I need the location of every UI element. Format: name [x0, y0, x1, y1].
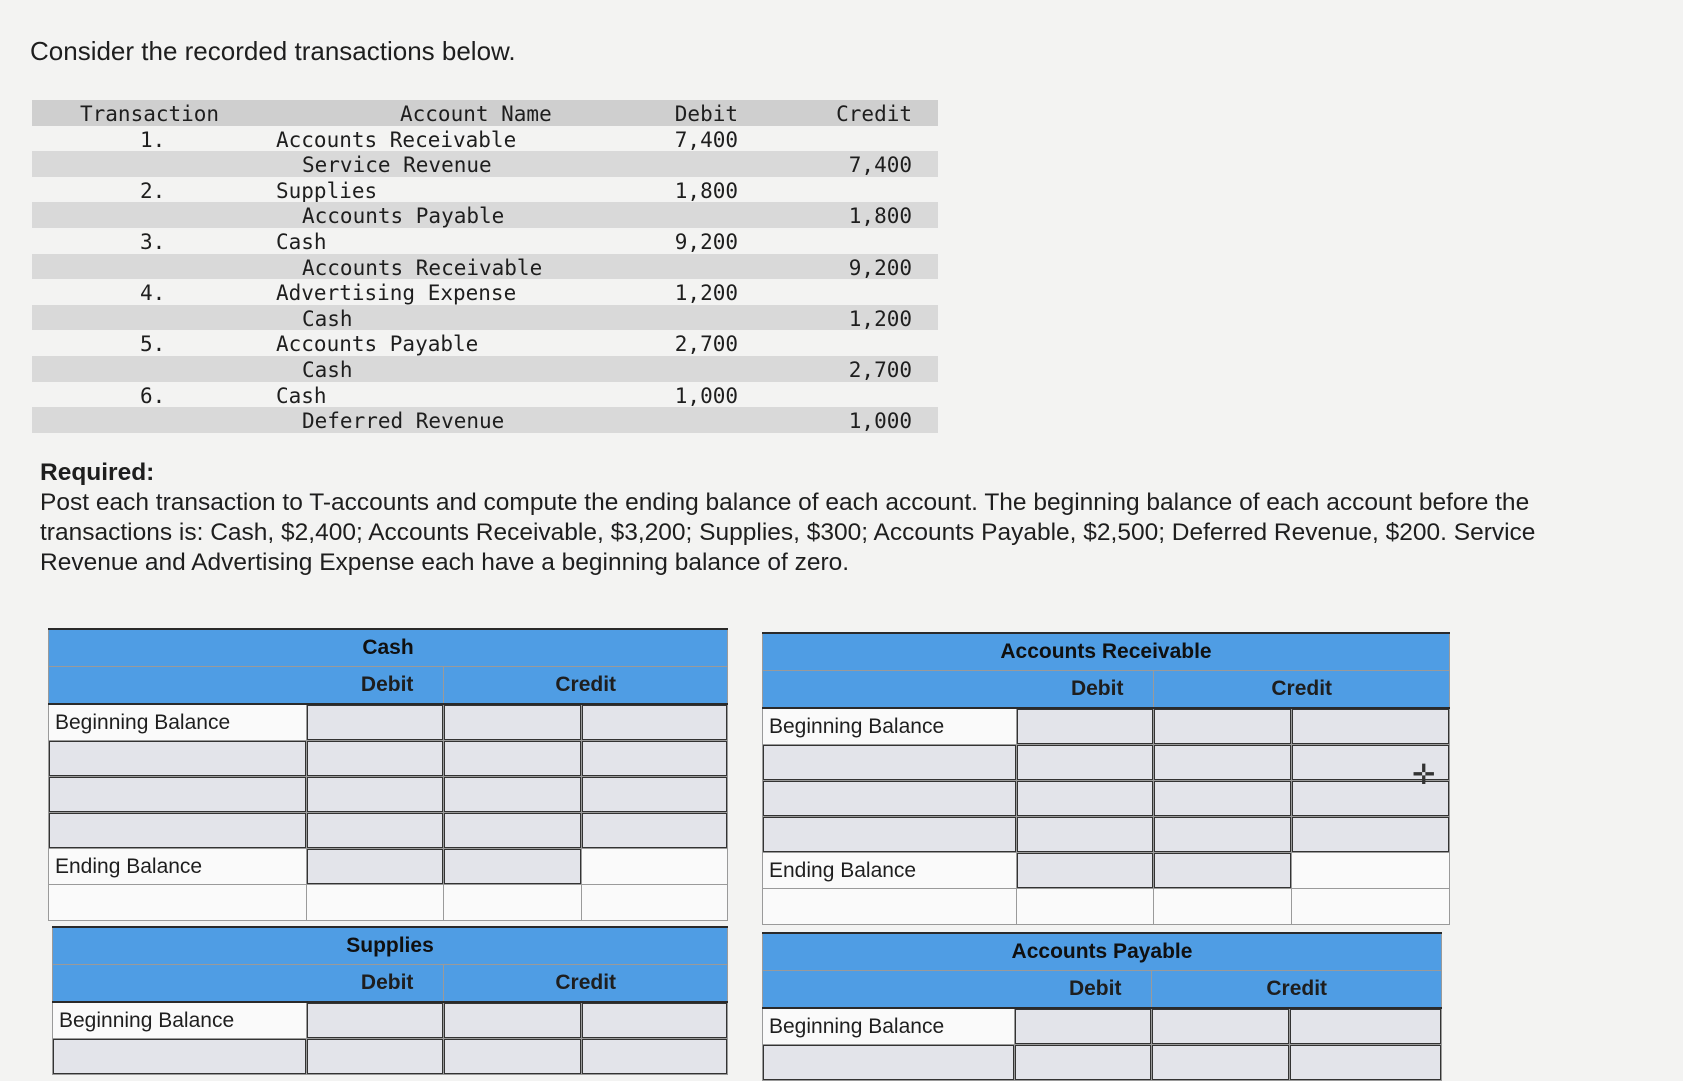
journal-row [32, 305, 938, 331]
journal-row [32, 382, 938, 408]
transaction-number: 6. [140, 383, 166, 408]
cash-credit-amount-input[interactable] [582, 705, 727, 740]
debit-amount: 9,200 [674, 229, 738, 254]
ap-credit-amount-input[interactable] [1290, 1009, 1441, 1044]
beginning-balance-label: Beginning Balance [49, 704, 307, 741]
cash-debit-label-input[interactable] [49, 777, 306, 812]
transaction-number: 5. [140, 332, 166, 357]
journal-row [32, 151, 938, 177]
cash-debit-amount-input[interactable] [307, 741, 444, 776]
intro-text: Consider the recorded transactions below. [30, 36, 516, 66]
ar-credit-amount-input[interactable] [1292, 817, 1449, 852]
beginning-balance-debit-input[interactable] [1015, 1009, 1152, 1044]
journal-table [32, 100, 938, 433]
account-name: Service Revenue [302, 153, 492, 178]
accounts-receivable-t-account [762, 632, 1450, 925]
journal-row [32, 356, 938, 382]
beginning-balance-label: Beginning Balance [763, 708, 1017, 745]
supplies-t-account [52, 926, 728, 1075]
supplies-debit-label-input[interactable] [53, 1039, 306, 1074]
journal-row [32, 202, 938, 228]
ap-credit-label-input[interactable] [1152, 1045, 1289, 1080]
beginning-balance-label: Beginning Balance [53, 1002, 307, 1039]
credit-amount: 1,800 [848, 204, 912, 229]
cash-debit-label-input[interactable] [49, 813, 306, 848]
cash-credit-label-input[interactable] [444, 777, 581, 812]
ap-debit-label-input[interactable] [763, 1045, 1014, 1080]
move-cursor-icon: ✛ [1412, 759, 1436, 790]
ending-balance-label: Ending Balance [49, 849, 307, 885]
ar-credit-label-input[interactable] [1154, 817, 1291, 852]
credit-column-header: Credit [444, 965, 728, 1003]
supplies-account-title: Supplies [53, 927, 728, 965]
credit-amount: 2,700 [848, 357, 912, 382]
debit-column-header: Debit [53, 965, 444, 1003]
cash-debit-amount-input[interactable] [307, 777, 444, 812]
cash-credit-label-input[interactable] [444, 741, 581, 776]
cash-account-title: Cash [49, 629, 728, 667]
required-section [40, 458, 1620, 578]
journal-row [32, 228, 938, 254]
supplies-credit-label-input[interactable] [444, 1039, 581, 1074]
ar-debit-amount-input[interactable] [1017, 817, 1154, 852]
supplies-credit-amount-input[interactable] [582, 1039, 727, 1074]
journal-row [32, 330, 938, 356]
journal-row [32, 407, 938, 433]
account-name: Advertising Expense [276, 281, 517, 306]
ap-credit-amount-input[interactable] [1290, 1045, 1441, 1080]
ar-debit-amount-input[interactable] [1017, 781, 1154, 816]
journal-row [32, 254, 938, 280]
journal-header-row [32, 100, 938, 126]
credit-amount: 1,000 [848, 409, 912, 434]
debit-header: Debit [674, 102, 738, 126]
beginning-balance-label: Beginning Balance [763, 1008, 1015, 1045]
ar-debit-amount-input[interactable] [1017, 745, 1154, 780]
cash-credit-input[interactable] [444, 705, 581, 740]
accounts-payable-title: Accounts Payable [763, 933, 1442, 971]
account-name: Supplies [276, 178, 378, 203]
cash-t-account [48, 628, 728, 921]
journal-row [32, 126, 938, 152]
transaction-header: Transaction [80, 102, 220, 126]
ar-debit-label-input[interactable] [763, 781, 1016, 816]
debit-column-header: Debit [763, 971, 1152, 1009]
required-title: Required: [40, 459, 155, 486]
ending-balance-credit-input[interactable] [444, 849, 581, 884]
supplies-credit-label-input[interactable] [444, 1003, 581, 1038]
cash-credit-amount-input[interactable] [582, 777, 727, 812]
credit-column-header: Credit [444, 667, 728, 705]
account-name: Cash [276, 383, 327, 408]
account-name: Accounts Receivable [276, 127, 517, 152]
transaction-number: 4. [140, 281, 166, 306]
debit-column-header: Debit [763, 671, 1154, 709]
cash-credit-amount-input[interactable] [582, 813, 727, 848]
journal-row [32, 177, 938, 203]
debit-column-header: Debit [49, 667, 444, 705]
debit-amount: 7,400 [674, 127, 738, 152]
debit-amount: 1,200 [674, 281, 738, 306]
beginning-balance-debit-input[interactable] [307, 705, 444, 740]
credit-column-header: Credit [1154, 671, 1450, 709]
account-name: Accounts Receivable [302, 255, 543, 280]
accounts-receivable-title: Accounts Receivable [763, 633, 1450, 671]
credit-amount: 9,200 [848, 255, 912, 280]
supplies-credit-amount-input[interactable] [582, 1003, 727, 1038]
ending-balance-label: Ending Balance [763, 853, 1017, 889]
account-name: Deferred Revenue [302, 409, 505, 434]
ap-credit-label-input[interactable] [1152, 1009, 1289, 1044]
account-name: Cash [302, 306, 353, 331]
supplies-debit-amount-input[interactable] [307, 1039, 444, 1074]
debit-amount: 1,000 [674, 383, 738, 408]
account-name: Accounts Payable [276, 332, 479, 357]
beginning-balance-debit-input[interactable] [307, 1003, 444, 1038]
ar-credit-label-input[interactable] [1154, 781, 1291, 816]
credit-amount: 7,400 [848, 153, 912, 178]
ar-debit-label-input[interactable] [763, 817, 1016, 852]
debit-amount: 1,800 [674, 178, 738, 203]
cash-credit-amount-input[interactable] [582, 741, 727, 776]
ending-balance-debit-input[interactable] [1017, 853, 1154, 888]
accounts-payable-t-account [762, 932, 1442, 1081]
credit-amount: 1,200 [848, 306, 912, 331]
transaction-number: 1. [140, 127, 166, 152]
ar-debit-label-input[interactable] [763, 745, 1016, 780]
cash-credit-label-input[interactable] [444, 813, 581, 848]
cash-debit-label-input[interactable] [49, 741, 306, 776]
ap-debit-amount-input[interactable] [1015, 1045, 1152, 1080]
ar-credit-label-input[interactable] [1154, 709, 1291, 744]
account-name: Accounts Payable [302, 204, 505, 229]
account-name: Cash [302, 357, 353, 382]
transaction-number: 3. [140, 229, 166, 254]
ar-credit-amount-input[interactable] [1292, 709, 1449, 744]
account-name: Cash [276, 229, 327, 254]
credit-column-header: Credit [1152, 971, 1442, 1009]
transaction-number: 2. [140, 178, 166, 203]
credit-header: Credit [836, 102, 912, 126]
journal-row [32, 279, 938, 305]
debit-amount: 2,700 [674, 332, 738, 357]
ar-credit-label-input[interactable] [1154, 745, 1291, 780]
required-instructions: Post each transaction to T-accounts and compute the ending balance of each account. The beginning balance of each account before the transactions is: Cash, $2,400; Accounts Receivable, $3,200; Supplies, $300; Accounts Payable, $2,500; Deferred Revenue, $200. Service Revenue and Advertising Expense each have a beginning balance of zero. [40, 489, 1536, 576]
account-name-header: Account Name [400, 102, 552, 126]
ending-balance-credit-input[interactable] [1154, 853, 1291, 888]
cash-debit-amount-input[interactable] [307, 813, 444, 848]
ending-balance-debit-input[interactable] [307, 849, 444, 884]
beginning-balance-debit-input[interactable] [1017, 709, 1154, 744]
